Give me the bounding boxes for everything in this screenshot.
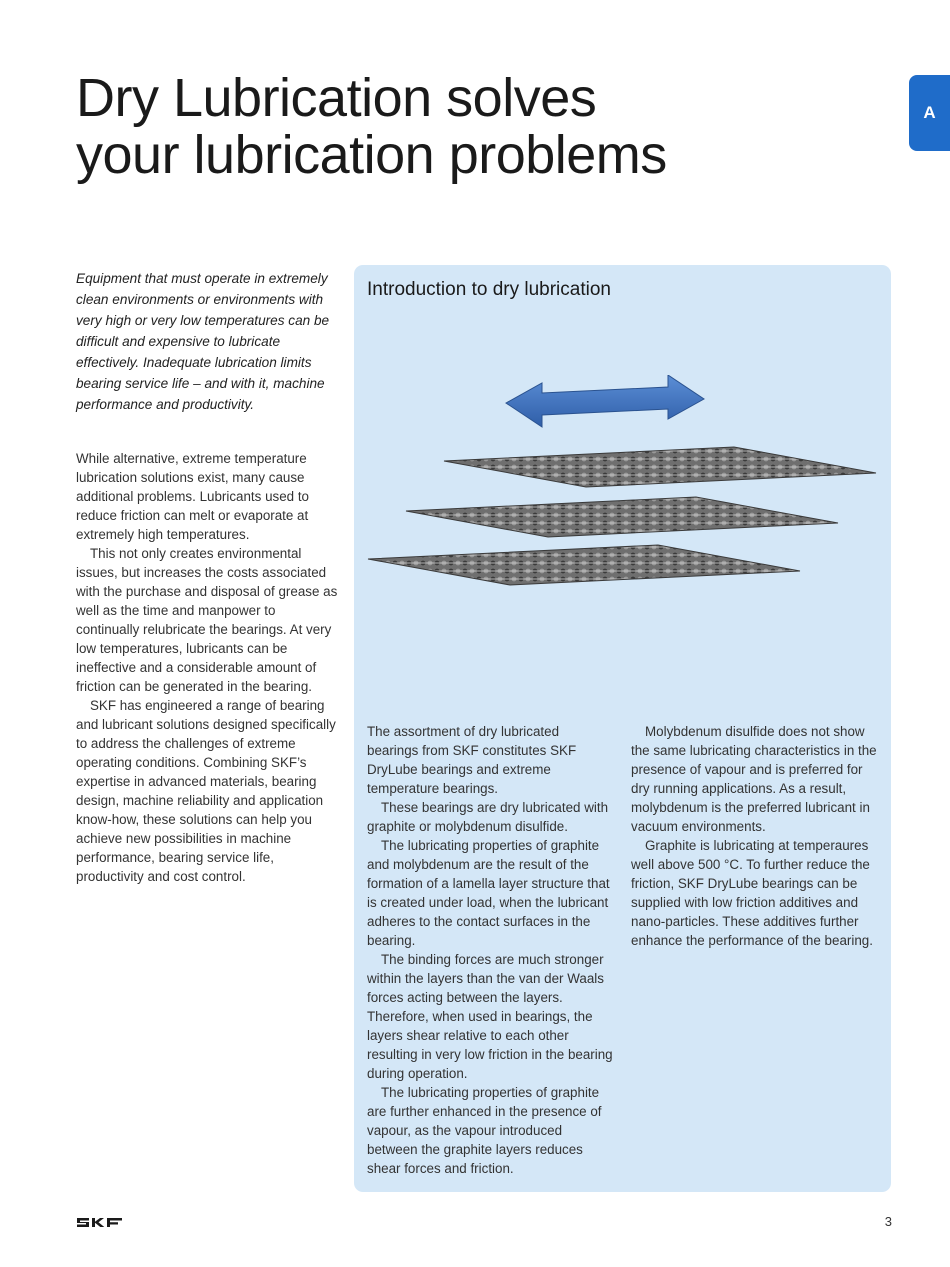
left-column xyxy=(76,268,338,886)
body-paragraph-3: SKF has engineered a range of bearing and lubricant solutions designed specifically to address the challenges of extreme operating conditions. Combining SKF’s expertise in advanced materials, bearing design, machine reliability and application know-how, these solutions can help you achieve new possibilities in machine performance, bearing service life, productivity and cost control. xyxy=(76,698,336,884)
panel-col2-paragraph-2: Graphite is lubricating at temperaures well above 500 °C. To further reduce the friction, SKF DryLube bearings can be supplied with low friction additives and nano-particles. These additives further enhance the performance of the bearing. xyxy=(631,838,873,948)
panel-col1-paragraph-1: The assortment of dry lubricated bearings from SKF constitutes SKF DryLube bearings and extreme temperature bearings. xyxy=(367,724,577,796)
panel-col1-paragraph-2: These bearings are dry lubricated with graphite or molybdenum disulfide. xyxy=(367,800,609,834)
panel-col1-paragraph-5: The lubricating properties of graphite are further enhanced in the presence of vapour, as the vapour introduced between the graphite layers reduces shear forces and friction. xyxy=(367,1085,602,1176)
page-title-line-2: your lubrication problems xyxy=(76,125,667,185)
graphite-layer-bottom xyxy=(368,545,800,585)
panel-column-2 xyxy=(631,722,877,950)
intro-panel xyxy=(354,265,891,1192)
shear-arrow-icon xyxy=(506,375,704,427)
lamella-structure-illustration xyxy=(364,375,884,615)
page-title-line-1: Dry Lubrication solves xyxy=(76,68,597,128)
panel-column-1 xyxy=(367,722,613,1178)
panel-col1-paragraph-3: The lubricating properties of graphite and molybdenum are the result of the formation of a lamella layer structure that is created under load, when the lubricant adheres to the contact surfaces in the bearing. xyxy=(367,838,610,948)
page-title xyxy=(76,70,667,184)
section-tab-label: A xyxy=(923,103,936,122)
graphite-layer-top xyxy=(444,447,876,487)
body-paragraph-2: This not only creates environmental issues, but increases the costs associated with the purchase and disposal of grease as well as the time and manpower to continually relubricate the bearings. At very low temperatures, lubricants can be ineffective and a considerable amount of friction can be generated in the bearing. xyxy=(76,546,338,694)
panel-col2-paragraph-1: Molybdenum disulfide does not show the same lubricating characteristics in the presence of vapour and is preferred for dry running applications. As a result, molybdenum is the preferred lubricant in vacuum environments. xyxy=(631,724,877,834)
intro-paragraph: Equipment that must operate in extremely clean environments or environments with very high or very low temperatures can be difficult and expensive to lubricate effectively. Inadequate lubrication limits bearing service life – and with it, machine performance and productivity. xyxy=(76,271,330,412)
body-paragraph-1: While alternative, extreme temperature lubrication solutions exist, many cause additional problems. Lubricants used to reduce friction can melt or evaporate at extremely high temperatures. xyxy=(76,451,309,542)
skf-logo xyxy=(76,1216,124,1229)
panel-col1-paragraph-4: The binding forces are much stronger within the layers than the van der Waals forces acting between the layers. Therefore, when used in bearings, the layers shear relative to each other resulting in very low friction in the bearing during operation. xyxy=(367,952,613,1081)
graphite-layer-middle xyxy=(406,497,838,537)
panel-title: Introduction to dry lubrication xyxy=(367,279,611,300)
section-tab[interactable] xyxy=(909,75,950,151)
page-number: 3 xyxy=(884,1214,892,1229)
